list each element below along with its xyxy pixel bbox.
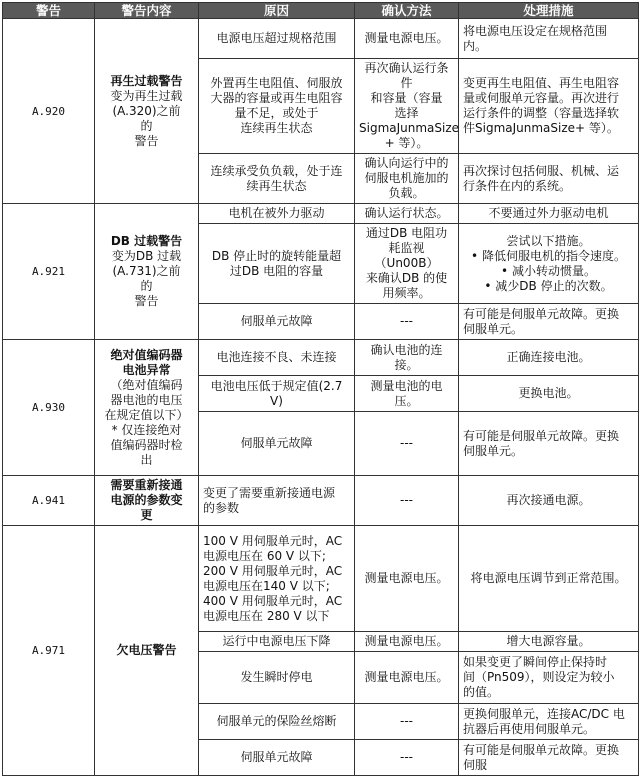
cause-cell: 运行中电源电压下降 xyxy=(199,632,355,652)
alarm-description: （绝对值编码 器电池的电压 在规定值以下） * 仅连接绝对 值编码器时检 出 xyxy=(104,377,189,467)
alarm-title: 再生过载警告 xyxy=(110,73,183,88)
remedy-cell: 有可能是伺服单元故障。更换 伺服单元。 xyxy=(459,304,639,340)
remedy-line: • 减少DB 停止的次数。 xyxy=(484,278,613,293)
check-cell: 测量电池的电 压。 xyxy=(355,376,459,412)
cause-cell: 连续承受负负载，处于连 续再生状态 xyxy=(199,154,355,204)
header-check: 确认方法 xyxy=(355,3,459,19)
remedy-cell: 变更再生电阻值、再生电阻容 量或伺服单元容量。再次进行 运行条件的调整（容量选择软 件SigmaJunmaSize+ 等）。 xyxy=(459,59,639,154)
alarm-content xyxy=(95,19,199,204)
remedy-cell: 正确连接电池。 xyxy=(459,340,639,376)
cause-cell: 伺服单元故障 xyxy=(199,304,355,340)
remedy-cell: 有可能是伺服单元故障。更换 伺服 xyxy=(459,740,639,776)
alarm-description: 变为再生过载 (A.320)之前 的 警告 xyxy=(110,88,183,148)
alarm-code: A.971 xyxy=(3,526,95,776)
check-cell: 测量电源电压。 xyxy=(355,652,459,704)
header-cause: 原因 xyxy=(199,3,355,19)
alarm-code: A.921 xyxy=(3,204,95,340)
alarm-code: A.920 xyxy=(3,19,95,204)
cause-cell: 电池电压低于规定值(2.7 V) xyxy=(199,376,355,412)
remedy-cell: 如果变更了瞬间停止保持时 间（Pn509），则设定为较小 的值。 xyxy=(459,652,639,704)
cause-cell: 变更了需要重新接通电源 的参数 xyxy=(199,476,355,526)
header-content: 警告内容 xyxy=(95,3,199,19)
alarm-title: 欠电压警告 xyxy=(116,643,177,657)
table-row xyxy=(3,204,639,224)
alarm-content xyxy=(95,476,199,526)
table-row xyxy=(3,476,639,526)
cause-cell: DB 停止时的旋转能量超 过DB 电阻的容量 xyxy=(199,224,355,304)
remedy-line: 尝试以下措施。 xyxy=(506,233,591,248)
cause-cell: 伺服单元的保险丝熔断 xyxy=(199,704,355,740)
table-row xyxy=(3,19,639,59)
cause-cell: 发生瞬时停电 xyxy=(199,652,355,704)
header-remedy: 处理措施 xyxy=(459,3,639,19)
check-cell: --- xyxy=(355,704,459,740)
remedy-cell: 再次探讨包括伺服、机械、运 行条件在内的系统。 xyxy=(459,154,639,204)
check-cell: --- xyxy=(355,304,459,340)
alarm-content xyxy=(95,526,199,776)
remedy-cell: 将电源电压调节到正常范围。 xyxy=(459,526,639,632)
alarm-content xyxy=(95,340,199,476)
remedy-cell: 将电源电压设定在规格范围 内。 xyxy=(459,19,639,59)
table-row xyxy=(3,340,639,376)
check-cell: 确认向运行中的 伺服电机施加的 负载。 xyxy=(355,154,459,204)
alarm-content xyxy=(95,204,199,340)
remedy-cell: 不要通过外力驱动电机 xyxy=(459,204,639,224)
alarm-code: A.930 xyxy=(3,340,95,476)
cause-cell: 伺服单元故障 xyxy=(199,740,355,776)
check-cell: 确认运行状态。 xyxy=(355,204,459,224)
remedy-cell: 有可能是伺服单元故障。更换 伺服单元。 xyxy=(459,412,639,476)
check-cell: 再次确认运行条件 和容量（容量 选择 SigmaJunmaSize + 等）。 xyxy=(355,59,459,154)
remedy-cell: 更换电池。 xyxy=(459,376,639,412)
cause-cell: 电池连接不良、未连接 xyxy=(199,340,355,376)
check-cell: 测量电源电压。 xyxy=(355,19,459,59)
alarm-description: 变为DB 过载 (A.731)之前 的 警告 xyxy=(111,249,182,308)
cause-cell: 电机在被外力驱动 xyxy=(199,204,355,224)
alarm-title: 绝对值编码器 电池异常 xyxy=(110,347,183,377)
cause-cell: 电源电压超过规格范围 xyxy=(199,19,355,59)
check-cell: 测量电源电压。 xyxy=(355,526,459,632)
check-cell: 测量电源电压。 xyxy=(355,632,459,652)
check-cell: --- xyxy=(355,412,459,476)
remedy-cell: 更换伺服单元，连接AC/DC 电 抗器后再使用伺服单元。 xyxy=(459,704,639,740)
remedy-cell: 再次接通电源。 xyxy=(459,476,639,526)
alarm-title: 需要重新接通 电源的参数变 更 xyxy=(110,478,183,522)
remedy-cell: 增大电源容量。 xyxy=(459,632,639,652)
remedy-line: • 降低伺服电机的指令速度。 xyxy=(471,248,626,263)
remedy-cell xyxy=(459,224,639,304)
header-row xyxy=(3,3,639,19)
check-cell: --- xyxy=(355,740,459,776)
check-cell: 通过DB 电阻功 耗监视（Un00B） 来确认DB 的使 用频率。 xyxy=(355,224,459,304)
check-cell: 确认电池的连 接。 xyxy=(355,340,459,376)
table-row xyxy=(3,526,639,632)
check-cell: --- xyxy=(355,476,459,526)
header-code: 警告 xyxy=(3,3,95,19)
alarm-code: A.941 xyxy=(3,476,95,526)
alarm-table xyxy=(2,2,639,776)
cause-cell: 外置再生电阻值、伺服放 大器的容量或再生电阻容 量不足，或处于 连续再生状态 xyxy=(199,59,355,154)
cause-cell: 伺服单元故障 xyxy=(199,412,355,476)
remedy-line: • 减小转动惯量。 xyxy=(501,263,596,278)
alarm-title: DB 过载警告 xyxy=(110,234,183,248)
cause-cell: 100 V 用伺服单元时，AC 电源电压在 60 V 以下; 200 V 用伺服单元时，AC 电源电压在140 V 以下; 400 V 用伺服单元时，AC 电源电压在 280 V 以下 xyxy=(199,526,355,632)
